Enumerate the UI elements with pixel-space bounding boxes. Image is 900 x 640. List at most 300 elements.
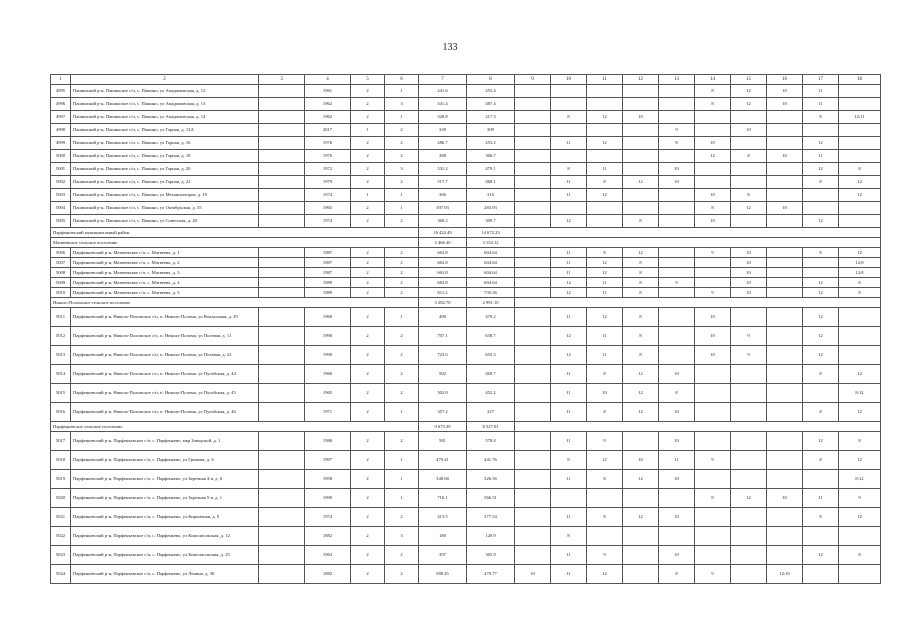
value-cell (839, 308, 881, 327)
value-cell (767, 124, 803, 137)
value-cell (259, 384, 305, 403)
value-cell (551, 98, 587, 111)
value-cell: 12 (731, 98, 767, 111)
value-cell: 2 (351, 248, 385, 258)
value-cell (259, 288, 305, 298)
value-cell (515, 258, 551, 268)
page-number: 133 (442, 42, 458, 53)
value-cell (767, 527, 803, 546)
value-cell: 9 (695, 565, 731, 584)
value-cell (659, 150, 695, 163)
row-number-cell: 5000 (51, 150, 71, 163)
value-cell: 1974 (305, 189, 351, 202)
address-cell: Парфеньевский р-н, Парфеньевское с/п, с. Парфеньево, мкр Заводской, д. 1 (71, 432, 259, 451)
value-cell: 1990 (305, 489, 351, 508)
value-cell: 1 (351, 124, 385, 137)
value-cell (259, 248, 305, 258)
section-summary-row (51, 298, 881, 308)
value-cell: 10 (659, 176, 695, 189)
value-cell: 2 (351, 215, 385, 228)
row-number-cell: 4997 (51, 111, 71, 124)
value-cell (767, 189, 803, 202)
value-cell (515, 365, 551, 384)
value-cell: 10 (767, 98, 803, 111)
column-number-header: 9 (515, 75, 551, 85)
value-cell: 12 (803, 546, 839, 565)
address-cell: Парфеньевский р-н, Парфеньевское с/п, с. Парфеньево, ул Заречная 4-я, д. 6 (71, 470, 259, 489)
section-total-area: 3 154.12 (467, 238, 515, 248)
value-cell: 8 (695, 85, 731, 98)
value-cell (767, 546, 803, 565)
value-cell: 11 (551, 470, 587, 489)
value-cell: 12 (731, 489, 767, 508)
value-cell: 11 (803, 150, 839, 163)
value-cell: 8 (695, 489, 731, 508)
value-cell (659, 202, 695, 215)
value-cell: 388 (419, 150, 467, 163)
section-label: Парфеньевское сельское поселение (51, 422, 419, 432)
value-cell: 377.54 (467, 508, 515, 527)
value-cell (695, 384, 731, 403)
address-cell: Парфеньевский р-н, Парфеньевское с/п, с. Парфеньево, ул Кирпичная, д. 9 (71, 508, 259, 527)
row-number-cell: 5017 (51, 432, 71, 451)
value-cell: 10 (767, 150, 803, 163)
value-cell (695, 124, 731, 137)
value-cell: 581 (419, 432, 467, 451)
value-cell (587, 202, 623, 215)
value-cell (695, 111, 731, 124)
value-cell: 12 (551, 346, 587, 365)
value-cell: 2 (351, 432, 385, 451)
value-cell: 653.3 (467, 346, 515, 365)
value-cell (259, 124, 305, 137)
value-cell: 3 (385, 527, 419, 546)
table-row (51, 346, 881, 365)
value-cell: 1 (385, 451, 419, 470)
row-number-cell: 5002 (51, 176, 71, 189)
value-cell: 12 (551, 288, 587, 298)
value-cell: 10 (767, 489, 803, 508)
value-cell (515, 432, 551, 451)
value-cell: 12 (839, 248, 881, 258)
value-cell: 413.5 (419, 508, 467, 527)
value-cell: 339 (419, 124, 467, 137)
value-cell (623, 546, 659, 565)
value-cell (623, 98, 659, 111)
value-cell: 2 (385, 150, 419, 163)
address-cell: Парфеньевский р-н, Николо-Поломское с/п, п. Николо-Полома, ул Пугойская, д. 44 (71, 365, 259, 384)
row-number-cell: 5001 (51, 163, 71, 176)
address-cell: Пашинский р-н, Пашинское с/п, с. Пашино, ул Амадамовская, д. 14 (71, 111, 259, 124)
value-cell: 2 (351, 527, 385, 546)
value-cell: 8 (587, 176, 623, 189)
value-cell (623, 189, 659, 202)
value-cell: 8 (587, 365, 623, 384)
value-cell: 357.2 (419, 403, 467, 422)
address-cell: Парфеньевский р-н, Матвеевское с/п, с. Матвеево, д. 4 (71, 278, 259, 288)
value-cell (587, 124, 623, 137)
column-number-header: 12 (623, 75, 659, 85)
value-cell (839, 565, 881, 584)
value-cell: 1990 (305, 346, 351, 365)
column-number-header: 15 (731, 75, 767, 85)
value-cell: 9 (695, 451, 731, 470)
value-cell (767, 278, 803, 288)
value-cell: 8 (623, 346, 659, 365)
value-cell: 12 (803, 327, 839, 346)
value-cell: 12 (803, 432, 839, 451)
section-total-area: 2 991.10 (467, 298, 515, 308)
value-cell: 1976 (305, 150, 351, 163)
value-cell: 1987 (305, 248, 351, 258)
table-row (51, 85, 881, 98)
row-number-cell: 5008 (51, 268, 71, 278)
row-number-cell: 5011 (51, 308, 71, 327)
value-cell (515, 215, 551, 228)
row-number-cell: 5022 (51, 527, 71, 546)
value-cell: 12 (803, 137, 839, 150)
address-cell: Пашинский р-н, Пашинское с/п, с. Пашино, ул Горная, д. 18 (71, 150, 259, 163)
value-cell: 1989 (305, 278, 351, 288)
value-cell (659, 268, 695, 278)
value-cell (515, 508, 551, 527)
value-cell (659, 527, 695, 546)
table-row (51, 278, 881, 288)
value-cell: 2 (385, 176, 419, 189)
section-label: Николо-Поломское сельское поселение (51, 298, 419, 308)
value-cell: 2 (351, 327, 385, 346)
table-row (51, 403, 881, 422)
value-cell: 2 (385, 327, 419, 346)
value-cell: 723.6 (419, 346, 467, 365)
value-cell: 604.64 (467, 268, 515, 278)
value-cell (767, 137, 803, 150)
register-body (51, 75, 881, 584)
value-cell (259, 163, 305, 176)
row-number-cell: 5004 (51, 202, 71, 215)
value-cell (695, 432, 731, 451)
value-cell (659, 98, 695, 111)
value-cell: 2 (351, 163, 385, 176)
value-cell (767, 365, 803, 384)
value-cell: 12 (623, 384, 659, 403)
value-cell (515, 150, 551, 163)
value-cell: 1976 (305, 137, 351, 150)
value-cell (731, 308, 767, 327)
value-cell: 2 (385, 508, 419, 527)
value-cell (623, 432, 659, 451)
value-cell: 11 (803, 489, 839, 508)
value-cell: 11 (551, 365, 587, 384)
value-cell (803, 189, 839, 202)
table-row (51, 124, 881, 137)
value-cell (767, 111, 803, 124)
value-cell: 12 (623, 403, 659, 422)
value-cell (623, 565, 659, 584)
value-cell: 2 (351, 202, 385, 215)
value-cell (587, 150, 623, 163)
value-cell (839, 85, 881, 98)
value-cell: 8 (551, 527, 587, 546)
value-cell (767, 403, 803, 422)
table-row (51, 489, 881, 508)
table-row (51, 508, 881, 527)
value-cell (515, 327, 551, 346)
value-cell: 8 (587, 403, 623, 422)
value-cell: 1961 (305, 85, 351, 98)
address-cell: Парфеньевский р-н, Парфеньевское с/п, с. Парфеньево, ул Ленина, д. 30 (71, 565, 259, 584)
value-cell: 10 (731, 268, 767, 278)
value-cell: 10 (731, 248, 767, 258)
value-cell: 10 (695, 189, 731, 202)
value-cell (259, 470, 305, 489)
value-cell (839, 98, 881, 111)
value-cell: 8 (623, 278, 659, 288)
value-cell (259, 189, 305, 202)
value-cell: 2 (351, 308, 385, 327)
section-total-area: 3 466.40 (419, 238, 467, 248)
value-cell: 9 (839, 489, 881, 508)
value-cell: 12 (587, 189, 623, 202)
row-number-cell: 5021 (51, 508, 71, 527)
value-cell (259, 137, 305, 150)
value-cell: 479.77 (467, 565, 515, 584)
row-number-cell: 5016 (51, 403, 71, 422)
table-row (51, 432, 881, 451)
value-cell (259, 346, 305, 365)
row-number-cell: 4996 (51, 98, 71, 111)
value-cell: 327 (467, 403, 515, 422)
value-cell: 12 (803, 163, 839, 176)
value-cell: 8;12 (839, 384, 881, 403)
column-number-header-row (51, 75, 881, 85)
value-cell: 12 (623, 365, 659, 384)
value-cell: 578.4 (467, 432, 515, 451)
value-cell: 8 (839, 432, 881, 451)
value-cell: 397.93 (419, 202, 467, 215)
row-number-cell: 5020 (51, 489, 71, 508)
value-cell (259, 327, 305, 346)
column-number-header: 3 (259, 75, 305, 85)
value-cell (695, 546, 731, 565)
value-cell: 12 (839, 451, 881, 470)
value-cell: 12 (731, 85, 767, 98)
value-cell: 8 (623, 288, 659, 298)
value-cell: 12 (587, 111, 623, 124)
value-cell (731, 215, 767, 228)
value-cell: 11 (551, 268, 587, 278)
value-cell (695, 527, 731, 546)
section-empty-cells (515, 228, 881, 238)
value-cell: 2 (385, 546, 419, 565)
value-cell (731, 403, 767, 422)
value-cell (587, 215, 623, 228)
section-empty-cells (515, 238, 881, 248)
value-cell (839, 137, 881, 150)
value-cell: 2 (351, 384, 385, 403)
value-cell: 11 (551, 546, 587, 565)
value-cell (515, 451, 551, 470)
value-cell (587, 98, 623, 111)
value-cell: 12 (803, 346, 839, 365)
value-cell (767, 451, 803, 470)
value-cell: 1972 (305, 163, 351, 176)
value-cell: 11 (551, 432, 587, 451)
value-cell: 502 (419, 365, 467, 384)
value-cell: 1989 (305, 288, 351, 298)
value-cell: 2 (385, 565, 419, 584)
address-cell: Парфеньевский р-н, Матвеевское с/п, с. Матвеево, д. 1 (71, 248, 259, 258)
value-cell: 10 (695, 137, 731, 150)
value-cell (259, 527, 305, 546)
value-cell: 2 (351, 451, 385, 470)
value-cell (515, 163, 551, 176)
value-cell (259, 432, 305, 451)
value-cell: 663.8 (419, 268, 467, 278)
value-cell (551, 489, 587, 508)
value-cell: 286.7 (419, 137, 467, 150)
value-cell: 8 (839, 278, 881, 288)
value-cell (767, 268, 803, 278)
value-cell: 309 (467, 124, 515, 137)
value-cell: 479.41 (419, 451, 467, 470)
value-cell (623, 202, 659, 215)
value-cell: 11 (551, 384, 587, 403)
value-cell (259, 268, 305, 278)
value-cell: 11 (803, 98, 839, 111)
table-row (51, 546, 881, 565)
value-cell: 663.8 (419, 258, 467, 268)
address-cell: Пашинский р-н, Пашинское с/п, с. Пашино, ул Октябрьская, д. 35 (71, 202, 259, 215)
value-cell: 2 (351, 176, 385, 189)
value-cell: 541.4 (419, 98, 467, 111)
value-cell (731, 451, 767, 470)
row-number-cell: 5006 (51, 248, 71, 258)
value-cell: 1 (385, 111, 419, 124)
value-cell: 604.64 (467, 258, 515, 268)
value-cell (767, 470, 803, 489)
row-number-cell: 5018 (51, 451, 71, 470)
value-cell (259, 508, 305, 527)
section-empty-cells (515, 422, 881, 432)
value-cell: 12 (839, 176, 881, 189)
value-cell (695, 278, 731, 288)
value-cell: 1971 (305, 403, 351, 422)
value-cell: 1986 (305, 432, 351, 451)
value-cell: 11 (551, 176, 587, 189)
value-cell (731, 163, 767, 176)
value-cell: 2 (351, 508, 385, 527)
value-cell: 663.8 (419, 248, 467, 258)
value-cell (259, 308, 305, 327)
table-row (51, 527, 881, 546)
value-cell: 1 (385, 202, 419, 215)
row-number-cell: 5012 (51, 327, 71, 346)
value-cell: 12;11 (839, 111, 881, 124)
value-cell: 8 (587, 508, 623, 527)
value-cell (839, 202, 881, 215)
row-number-cell: 5003 (51, 189, 71, 202)
value-cell: 1987 (305, 258, 351, 268)
value-cell (259, 111, 305, 124)
value-cell (659, 189, 695, 202)
value-cell (695, 470, 731, 489)
housing-register-table (50, 74, 881, 584)
value-cell: 10 (659, 546, 695, 565)
value-cell (731, 527, 767, 546)
column-number-header: 13 (659, 75, 695, 85)
value-cell: 8 (551, 111, 587, 124)
value-cell: 707.1 (419, 327, 467, 346)
column-number-header: 11 (587, 75, 623, 85)
value-cell: 8 (623, 215, 659, 228)
value-cell: 1966 (305, 365, 351, 384)
row-number-cell: 5005 (51, 215, 71, 228)
value-cell (259, 546, 305, 565)
value-cell: 10 (767, 202, 803, 215)
value-cell (803, 258, 839, 268)
row-number-cell: 5015 (51, 384, 71, 403)
value-cell: 241.6 (419, 85, 467, 98)
value-cell: 11 (551, 137, 587, 150)
value-cell: 2 (351, 98, 385, 111)
value-cell: 2 (385, 124, 419, 137)
value-cell (695, 258, 731, 268)
value-cell (259, 565, 305, 584)
address-cell: Парфеньевский р-н, Парфеньевское с/п, с. Парфеньево, ул Заречная 5-я, д. 1 (71, 489, 259, 508)
value-cell: 2 (351, 546, 385, 565)
value-cell: 12 (623, 470, 659, 489)
value-cell (515, 308, 551, 327)
value-cell: 10 (695, 308, 731, 327)
table-row (51, 202, 881, 215)
value-cell: 2 (351, 288, 385, 298)
value-cell: 470.2 (467, 308, 515, 327)
value-cell: 12;8 (839, 268, 881, 278)
value-cell: 517.7 (419, 176, 467, 189)
table-row (51, 248, 881, 258)
column-number-header: 1 (51, 75, 71, 85)
value-cell: 11 (587, 163, 623, 176)
value-cell (659, 308, 695, 327)
value-cell: 12 (551, 327, 587, 346)
value-cell: 253.4 (467, 85, 515, 98)
value-cell (515, 189, 551, 202)
value-cell (259, 85, 305, 98)
table-row (51, 384, 881, 403)
section-total-area: 8 527.01 (467, 422, 515, 432)
value-cell: 2 (351, 489, 385, 508)
value-cell: 1965 (305, 202, 351, 215)
value-cell: 1974 (305, 215, 351, 228)
value-cell (767, 288, 803, 298)
table-row (51, 365, 881, 384)
value-cell: 12 (623, 508, 659, 527)
value-cell (623, 85, 659, 98)
value-cell (515, 85, 551, 98)
value-cell: 2 (351, 111, 385, 124)
value-cell: 468.1 (467, 176, 515, 189)
value-cell (587, 489, 623, 508)
value-cell: 8 (659, 565, 695, 584)
value-cell (731, 546, 767, 565)
value-cell: 283.93 (467, 202, 515, 215)
value-cell: 2 (385, 248, 419, 258)
value-cell (515, 527, 551, 546)
value-cell: 9 (587, 546, 623, 565)
value-cell: 8 (803, 111, 839, 124)
value-cell: 2 (385, 215, 419, 228)
